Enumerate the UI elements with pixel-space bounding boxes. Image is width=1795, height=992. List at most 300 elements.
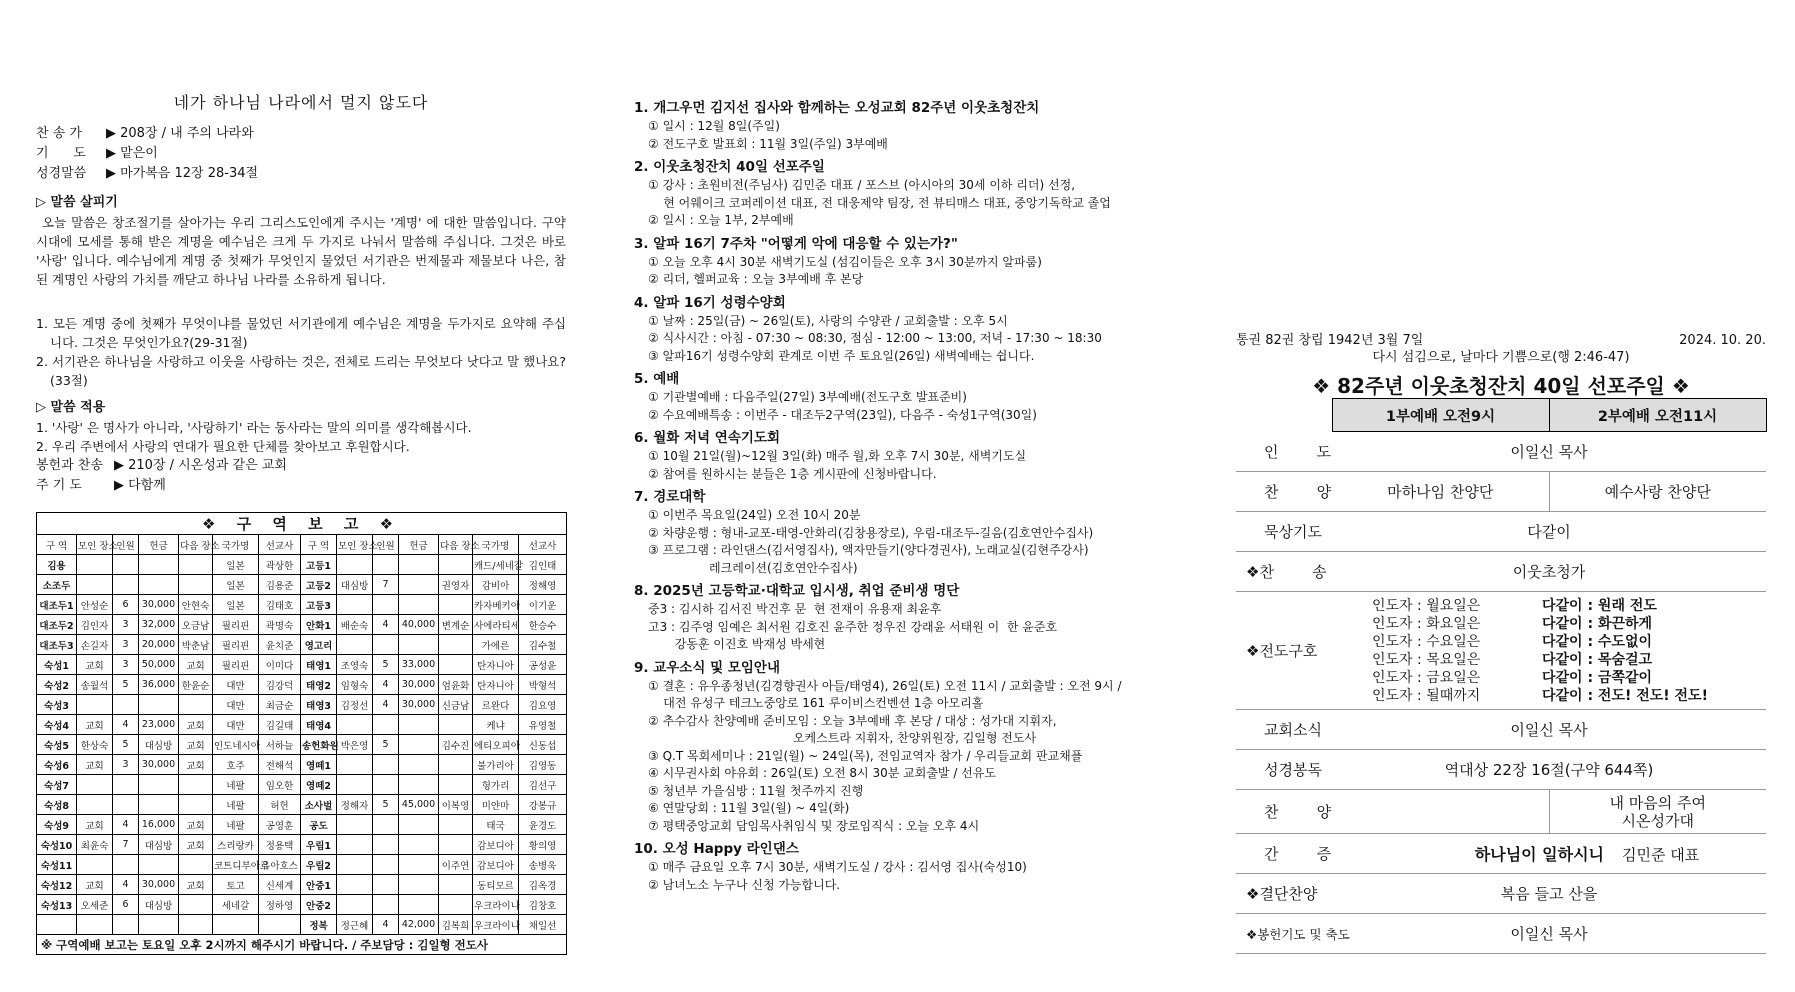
decision-value: 복음 들고 산을 — [1332, 874, 1766, 914]
announcement-section — [634, 98, 1194, 153]
report-cell — [373, 755, 399, 775]
report-cell: 필리핀 — [213, 655, 259, 675]
report-cell: 5 — [113, 735, 139, 755]
question-1: 1. 모든 계명 중에 첫째가 무엇이냐를 물었던 서기관에게 예수님은 계명을 두가지로 요약해 주십니다. 그것은 무엇인가요?(29-31절) — [36, 316, 566, 350]
sermon-paragraph: 오늘 말씀은 창조절기를 살아가는 우리 그리스도인에게 주시는 '계명' 에 대한 말씀입니다. 구약시대에 모세를 통해 받은 계명을 예수님은 크게 두 가지로 나눠서 말씀해 주십니다. 그것은 바로 '사랑' 입니다. 예수님에게 계명 중 첫째가 무엇인지 물었던 서기관은 번제물과 제물보다 나은, 참된 계명인 사랑의 가치를 깨닫고 하나님 나라를 소유하게 됩니다. — [36, 215, 566, 287]
report-cell — [439, 835, 473, 855]
report-cell: 대심방 — [139, 835, 179, 855]
report-cell — [399, 895, 439, 915]
report-cell: 정근혜 — [337, 915, 373, 935]
report-cell — [439, 815, 473, 835]
report-cell: 정하영 — [259, 895, 301, 915]
report-cell — [113, 575, 139, 595]
report-cell: 7 — [373, 575, 399, 595]
report-cell — [399, 755, 439, 775]
offering-row: 봉헌과 찬송 ▶ 210장 / 시온성과 같은 교회 — [36, 458, 287, 473]
announcement-item: ② 전도구호 발표회 : 11월 3일(주일) 3부예배 — [648, 136, 888, 151]
bulletin-title: ❖ 82주년 이웃초청잔치 40일 선포주일 ❖ — [1312, 374, 1690, 398]
report-cell: 김강덕 — [259, 675, 301, 695]
report-cell — [399, 775, 439, 795]
report-cell: 김복희 — [439, 915, 473, 935]
report-cell: 일본 — [213, 555, 259, 575]
report-cell — [139, 915, 179, 935]
hymn-row: 찬 송 가 ▶ 208장 / 내 주의 나라와 — [36, 126, 254, 141]
report-cell: 4 — [373, 915, 399, 935]
report-cell: 유영철 — [519, 715, 567, 735]
report-cell: 미얀마 — [473, 795, 519, 815]
announcement-item: ⑥ 연말당회 : 11월 3일(월) ~ 4일(화) — [648, 801, 850, 815]
report-cell: 4 — [373, 675, 399, 695]
report-cell: 최금순 — [259, 695, 301, 715]
report-cell: 캐드/세네갈 — [473, 555, 519, 575]
congregation-response: 다같이 : 화끈하게 — [1542, 615, 1653, 632]
report-cell — [113, 855, 139, 875]
report-cell: 안중1 — [301, 875, 337, 895]
report-cell: 숙성6 — [37, 755, 77, 775]
table-row — [37, 595, 567, 615]
table-row — [37, 915, 567, 935]
announcement-item: ③ 프로그램 : 라인댄스(김서영집사), 액자만들기(양다경권사), 노래교실(김현주강사) — [648, 543, 1089, 557]
report-cell: 사에라티세 — [473, 615, 519, 635]
choir-label: 찬 양 — [1236, 790, 1332, 834]
table-row — [37, 815, 567, 835]
report-cell: 4 — [113, 875, 139, 895]
report-cell: 정복 — [301, 915, 337, 935]
report-cell: 김용준 — [259, 575, 301, 595]
leader-call: 인도자 : 될때까지 — [1372, 687, 1481, 704]
report-header-cell: 국가명 — [213, 535, 259, 555]
evangel-line — [1372, 687, 1762, 705]
report-cell: 유아호스 — [259, 855, 301, 875]
announcement-section — [634, 369, 1194, 424]
report-cell: 황의영 — [519, 835, 567, 855]
announcement-section — [634, 839, 1194, 894]
volume-info: 통권 82권 창립 1942년 3월 7일 — [1236, 333, 1424, 348]
report-cell: 송헌화원 — [301, 735, 337, 755]
report-cell: 숙성10 — [37, 835, 77, 855]
report-cell: 감보디아 — [473, 855, 519, 875]
report-cell — [337, 555, 373, 575]
evangel-line — [1372, 615, 1762, 633]
report-cell: 감비아 — [473, 575, 519, 595]
report-cell: 호주 — [213, 755, 259, 775]
report-cell: 45,000 — [399, 795, 439, 815]
announcement-title: 5. 예배 — [634, 371, 680, 387]
report-cell: 김수진 — [439, 735, 473, 755]
report-cell: 30,000 — [139, 875, 179, 895]
announcement-item: 중3 : 김시하 김서진 박건후 문 현 전재이 유용재 최윤후 — [648, 602, 942, 616]
evangel-line — [1372, 669, 1762, 687]
praise-team-1: 마하나임 찬양단 — [1332, 472, 1549, 512]
report-cell: 신세계 — [259, 875, 301, 895]
report-cell: 태영2 — [301, 675, 337, 695]
report-cell — [399, 595, 439, 615]
report-cell: 숙성7 — [37, 775, 77, 795]
report-cell — [77, 575, 113, 595]
order-table — [1236, 398, 1767, 954]
report-cell — [373, 835, 399, 855]
announcement-item: 대전 유성구 테크노중앙로 161 루이비스컨벤션 1층 아모리홀 — [648, 696, 984, 710]
report-cell: 한윤순 — [179, 675, 213, 695]
report-cell: 33,000 — [399, 655, 439, 675]
apply-1: 1. '사랑' 은 명사가 아니라, '사랑하기' 라는 동사라는 말의 의미를 생각해봅시다. — [36, 420, 472, 435]
silent-prayer-label: 묵상기도 — [1236, 512, 1332, 552]
table-row — [37, 555, 567, 575]
report-cell: 3 — [113, 755, 139, 775]
report-cell — [179, 555, 213, 575]
report-cell: 박형석 — [519, 675, 567, 695]
report-cell: 태영1 — [301, 655, 337, 675]
report-cell: 태국 — [473, 815, 519, 835]
report-cell: 손길자 — [77, 635, 113, 655]
report-cell: 정해영 — [519, 575, 567, 595]
congregation-response: 다같이 : 금쪽같이 — [1542, 669, 1653, 686]
report-cell: 카자베키아 — [473, 595, 519, 615]
report-cell: 세네갈 — [213, 895, 259, 915]
report-cell: 임형숙 — [337, 675, 373, 695]
report-cell: 3 — [113, 655, 139, 675]
report-cell: 탄자니아 — [473, 655, 519, 675]
report-cell: 대조두2 — [37, 615, 77, 635]
report-cell: 공도 — [301, 815, 337, 835]
report-cell — [179, 895, 213, 915]
announcement-title: 1. 개그우먼 김지선 집사와 함께하는 오성교회 82주년 이웃초청잔치 — [634, 100, 1040, 116]
report-cell — [337, 775, 373, 795]
report-header-cell: 국가명 — [473, 535, 519, 555]
report-cell: 불가리아 — [473, 755, 519, 775]
report-cell: 교회 — [179, 735, 213, 755]
report-cell: 태영3 — [301, 695, 337, 715]
announcement-item: ① 이번주 목요일(24일) 오전 10시 20분 — [648, 508, 861, 522]
report-cell: 교회 — [179, 815, 213, 835]
report-cell: 곽명숙 — [259, 615, 301, 635]
report-cell: 교회 — [179, 835, 213, 855]
report-cell: 인도네시아 — [213, 735, 259, 755]
table-row — [37, 615, 567, 635]
leader-call: 인도자 : 월요일은 — [1372, 597, 1481, 614]
report-cell: 허헌 — [259, 795, 301, 815]
report-cell: 숙성1 — [37, 655, 77, 675]
evangel-chant — [1372, 597, 1762, 705]
report-cell: 이주연 — [439, 855, 473, 875]
report-cell: 김선구 — [519, 775, 567, 795]
report-cell: 네팔 — [213, 775, 259, 795]
report-cell: 5 — [373, 655, 399, 675]
report-cell — [399, 855, 439, 875]
sermon-speaker: 김민준 대표 — [1622, 846, 1700, 864]
report-cell: 조영숙 — [337, 655, 373, 675]
evangel-line — [1372, 651, 1762, 669]
report-cell — [179, 575, 213, 595]
report-cell: 한승수 — [519, 615, 567, 635]
lords-prayer-row: 주 기 도 ▶ 다함께 — [36, 478, 166, 493]
report-cell: 대만 — [213, 675, 259, 695]
congregation-response: 다같이 : 수도없이 — [1542, 633, 1653, 650]
report-cell: 우림1 — [301, 835, 337, 855]
report-cell — [373, 815, 399, 835]
table-row — [37, 775, 567, 795]
announcement-section — [634, 428, 1194, 483]
report-cell — [139, 695, 179, 715]
report-cell — [77, 855, 113, 875]
report-cell: 42,000 — [399, 915, 439, 935]
praise-team-2: 예수사랑 찬양단 — [1549, 472, 1766, 512]
table-row — [37, 875, 567, 895]
reading-value: 역대상 22장 16절(구약 644쪽) — [1332, 750, 1766, 790]
report-cell — [439, 755, 473, 775]
announcement-section — [634, 234, 1194, 289]
leader-call: 인도자 : 화요일은 — [1372, 615, 1481, 632]
silent-prayer-value: 다같이 — [1332, 512, 1766, 552]
report-cell — [179, 695, 213, 715]
table-row — [37, 795, 567, 815]
report-cell: 태영4 — [301, 715, 337, 735]
report-cell — [139, 855, 179, 875]
report-cell — [439, 635, 473, 655]
announcement-item: ③ Q.T 목회세미나 : 21일(월) ~ 24일(목), 전임교역자 참가 / 우리들교회 판교채플 — [648, 748, 1083, 763]
report-cell: 오세준 — [77, 895, 113, 915]
announcement-item: ④ 시무권사회 야유회 : 26일(토) 오전 8시 30분 교회출발 / 선유도 — [648, 766, 996, 780]
report-caption: ❖ 구 역 보 고 ❖ — [37, 513, 567, 535]
report-cell — [37, 915, 77, 935]
report-cell: 30,000 — [399, 675, 439, 695]
report-cell: 20,000 — [139, 635, 179, 655]
report-cell — [373, 875, 399, 895]
report-cell: 영떼1 — [301, 755, 337, 775]
report-cell: 김정선 — [337, 695, 373, 715]
report-cell: 숙성8 — [37, 795, 77, 815]
report-cell: 대만 — [213, 695, 259, 715]
report-cell: 숙성12 — [37, 875, 77, 895]
report-cell: 교회 — [77, 755, 113, 775]
report-cell: 32,000 — [139, 615, 179, 635]
announcement-item: ① 10월 21일(월)~12월 3일(화) 매주 월,화 오후 7시 30분, 새벽기도실 — [648, 449, 1027, 463]
announcement-item: ② 차량운행 : 형내-교포-태영-안화리(김창용장로), 우림-대조두-길음(김호연안수집사) — [648, 525, 1094, 540]
report-cell — [139, 775, 179, 795]
report-cell — [399, 835, 439, 855]
report-cell — [373, 715, 399, 735]
report-cell — [213, 915, 259, 935]
sermon-info — [36, 124, 566, 184]
report-cell: 배순숙 — [337, 615, 373, 635]
report-cell — [439, 895, 473, 915]
report-cell: 3 — [113, 635, 139, 655]
report-cell — [337, 635, 373, 655]
congregation-response: 다같이 : 목숨걸고 — [1542, 651, 1653, 668]
report-cell: 강봉규 — [519, 795, 567, 815]
report-cell — [337, 835, 373, 855]
report-header-cell: 모인 장소 — [77, 535, 113, 555]
report-cell: 소사벌 — [301, 795, 337, 815]
report-cell — [399, 575, 439, 595]
announcement-item: ⑤ 청년부 가을심방 : 11월 첫주까지 진행 — [648, 783, 864, 798]
report-cell — [179, 775, 213, 795]
report-header-row — [37, 535, 567, 555]
report-cell: 윤치준 — [259, 635, 301, 655]
announcement-item: ① 일시 : 12월 8일(주일) — [648, 119, 780, 133]
announcement-section — [634, 487, 1194, 577]
report-cell: 6 — [113, 595, 139, 615]
report-cell: 헝가리 — [473, 775, 519, 795]
table-row — [37, 855, 567, 875]
report-cell: 케냐 — [473, 715, 519, 735]
announcement-item: ⑦ 평택중앙교회 담임목사취임식 및 장로임직식 : 오늘 오후 4시 — [648, 818, 980, 833]
announcement-item: 현 어웨이크 코퍼레이션 대표, 전 대웅제약 팀장, 전 뷰티매스 대표, 중앙기독학교 졸업 — [648, 195, 1111, 210]
leader-call: 인도자 : 금요일은 — [1372, 669, 1481, 686]
report-cell: 곽상한 — [259, 555, 301, 575]
report-cell: 대심방 — [139, 735, 179, 755]
report-cell: 스리랑카 — [213, 835, 259, 855]
district-report-table — [36, 512, 567, 955]
section-heading: ▷ 말씀 적용 — [36, 400, 106, 415]
announcement-item: ① 날짜 : 25일(금) ~ 26일(토), 사랑의 수양관 / 교회출발 : 오후 5시 — [648, 313, 1008, 328]
announcement-title: 7. 경로대학 — [634, 489, 706, 505]
report-cell: 박은영 — [337, 735, 373, 755]
report-cell: 김요영 — [519, 695, 567, 715]
report-cell: 교회 — [179, 655, 213, 675]
report-cell: 탄자니아 — [473, 675, 519, 695]
report-cell: 숙성9 — [37, 815, 77, 835]
evangel-line — [1372, 597, 1762, 615]
benediction-label: ❖봉헌기도 및 축도 — [1236, 914, 1332, 954]
table-row — [37, 835, 567, 855]
report-cell: 송월석 — [77, 675, 113, 695]
report-cell — [399, 635, 439, 655]
report-cell — [373, 635, 399, 655]
verse: 다시 섬김으로, 날마다 기쁨으로(행 2:46-47) — [1372, 350, 1630, 365]
announcements — [634, 98, 1194, 894]
report-cell: 36,000 — [139, 675, 179, 695]
table-row — [37, 735, 567, 755]
report-cell: 안중2 — [301, 895, 337, 915]
report-cell: 코트디부아르 — [213, 855, 259, 875]
hymn-label: ❖찬 송 — [1236, 552, 1332, 592]
report-cell — [113, 915, 139, 935]
report-cell: 르완다 — [473, 695, 519, 715]
report-header-cell: 구 역 — [301, 535, 337, 555]
report-header-cell: 다음 장소 — [439, 535, 473, 555]
news-value: 이일신 목사 — [1332, 710, 1766, 750]
report-cell — [139, 795, 179, 815]
report-cell: 전해석 — [259, 755, 301, 775]
report-cell: 숙성5 — [37, 735, 77, 755]
report-cell: 이미다 — [259, 655, 301, 675]
table-row — [37, 895, 567, 915]
report-cell: 3 — [113, 615, 139, 635]
announcement-title: 3. 알파 16기 7주차 "어떻게 악에 대응할 수 있는가?" — [634, 235, 958, 252]
announcement-section — [634, 658, 1194, 836]
report-cell: 대심방 — [337, 575, 373, 595]
report-cell — [337, 715, 373, 735]
scripture-row: 성경말씀 ▶ 마가복음 12장 28-34절 — [36, 166, 259, 181]
report-cell: 정용택 — [259, 835, 301, 855]
lead-value: 이일신 목사 — [1332, 432, 1766, 472]
report-cell: 권영자 — [439, 575, 473, 595]
report-cell: 토고 — [213, 875, 259, 895]
announcement-item: ② 리더, 헬퍼교육 : 오늘 3부예배 후 본당 — [648, 272, 864, 286]
report-cell — [373, 895, 399, 915]
choir-song: 내 마음의 주여 — [1609, 793, 1706, 812]
reading-label: 성경봉독 — [1236, 750, 1332, 790]
evangel-line — [1372, 633, 1762, 651]
announcement-title: 4. 알파 16기 성령수양회 — [634, 294, 786, 311]
report-cell — [439, 775, 473, 795]
report-cell: 변계순 — [439, 615, 473, 635]
report-cell — [259, 915, 301, 935]
table-row — [37, 635, 567, 655]
announcement-item: ① 결혼 : 유우종청년(김경향권사 아들/태영4), 26일(토) 오전 11시 / 교회출발 : 오전 9시 / — [648, 678, 1122, 693]
report-cell: 40,000 — [399, 615, 439, 635]
announcement-item: ① 강사 : 초원비전(주님사) 김민준 대표 / 포스브 (아시아의 30세 이하 리더) 선정, — [648, 178, 1076, 192]
report-header-cell: 인원 — [113, 535, 139, 555]
announcement-item: 오케스트라 지휘자, 찬양위원장, 김일형 전도사 — [648, 731, 1037, 745]
announcement-item: ② 일시 : 오늘 1부, 2부예배 — [648, 213, 794, 227]
report-cell — [179, 795, 213, 815]
report-cell: 숙성11 — [37, 855, 77, 875]
report-cell — [439, 875, 473, 895]
report-cell: 가에른 — [473, 635, 519, 655]
report-header-cell: 구 역 — [37, 535, 77, 555]
report-cell — [77, 795, 113, 815]
announcement-item: ① 기관별예배 : 다음주일(27일) 3부예배(전도구호 발표준비) — [648, 390, 967, 404]
report-cell — [77, 915, 113, 935]
report-cell: 김옥경 — [519, 875, 567, 895]
report-cell: 50,000 — [139, 655, 179, 675]
section-heading: ▷ 말씀 살피기 — [36, 195, 118, 210]
report-cell — [337, 815, 373, 835]
report-cell: 대만 — [213, 715, 259, 735]
sermon-label: 간 증 — [1236, 834, 1332, 874]
report-cell: 일본 — [213, 575, 259, 595]
report-cell: 김태호 — [259, 595, 301, 615]
report-cell — [77, 775, 113, 795]
report-header-cell: 헌금 — [399, 535, 439, 555]
report-cell — [113, 795, 139, 815]
report-cell — [113, 695, 139, 715]
report-header-cell: 선교사 — [519, 535, 567, 555]
report-cell: 한상숙 — [77, 735, 113, 755]
report-cell: 안화1 — [301, 615, 337, 635]
bulletin-header — [1236, 332, 1766, 350]
report-cell: 일본 — [213, 595, 259, 615]
leader-call: 인도자 : 목요일은 — [1372, 651, 1481, 668]
sermon-title-value: 하나님이 일하시니 — [1474, 845, 1604, 864]
report-cell — [399, 715, 439, 735]
table-row — [37, 715, 567, 735]
report-cell: 우크라이나 — [473, 895, 519, 915]
report-cell: 최윤숙 — [77, 835, 113, 855]
report-cell: 영고리 — [301, 635, 337, 655]
report-cell: 김인태 — [519, 555, 567, 575]
report-cell: 엄윤화 — [439, 675, 473, 695]
report-cell: 이기운 — [519, 595, 567, 615]
report-cell: 김영동 — [519, 755, 567, 775]
report-cell: 신동섭 — [519, 735, 567, 755]
report-cell — [337, 895, 373, 915]
report-cell — [439, 595, 473, 615]
report-cell: 교회 — [77, 715, 113, 735]
question-2: 2. 서기관은 하나님을 사랑하고 이웃을 사랑하는 것은, 전체로 드리는 무엇보다 낫다고 말 했나요?(33절) — [36, 354, 566, 388]
leader-call: 인도자 : 수요일은 — [1372, 633, 1481, 650]
evangel-label: ❖전도구호 — [1236, 592, 1332, 710]
report-cell — [399, 555, 439, 575]
report-cell: 네팔 — [213, 815, 259, 835]
report-cell: 숙성4 — [37, 715, 77, 735]
report-cell: 교회 — [179, 755, 213, 775]
service-2-time: 2부예배 오전11시 — [1549, 399, 1766, 432]
report-header-cell: 인원 — [373, 535, 399, 555]
report-cell: 교회 — [179, 715, 213, 735]
